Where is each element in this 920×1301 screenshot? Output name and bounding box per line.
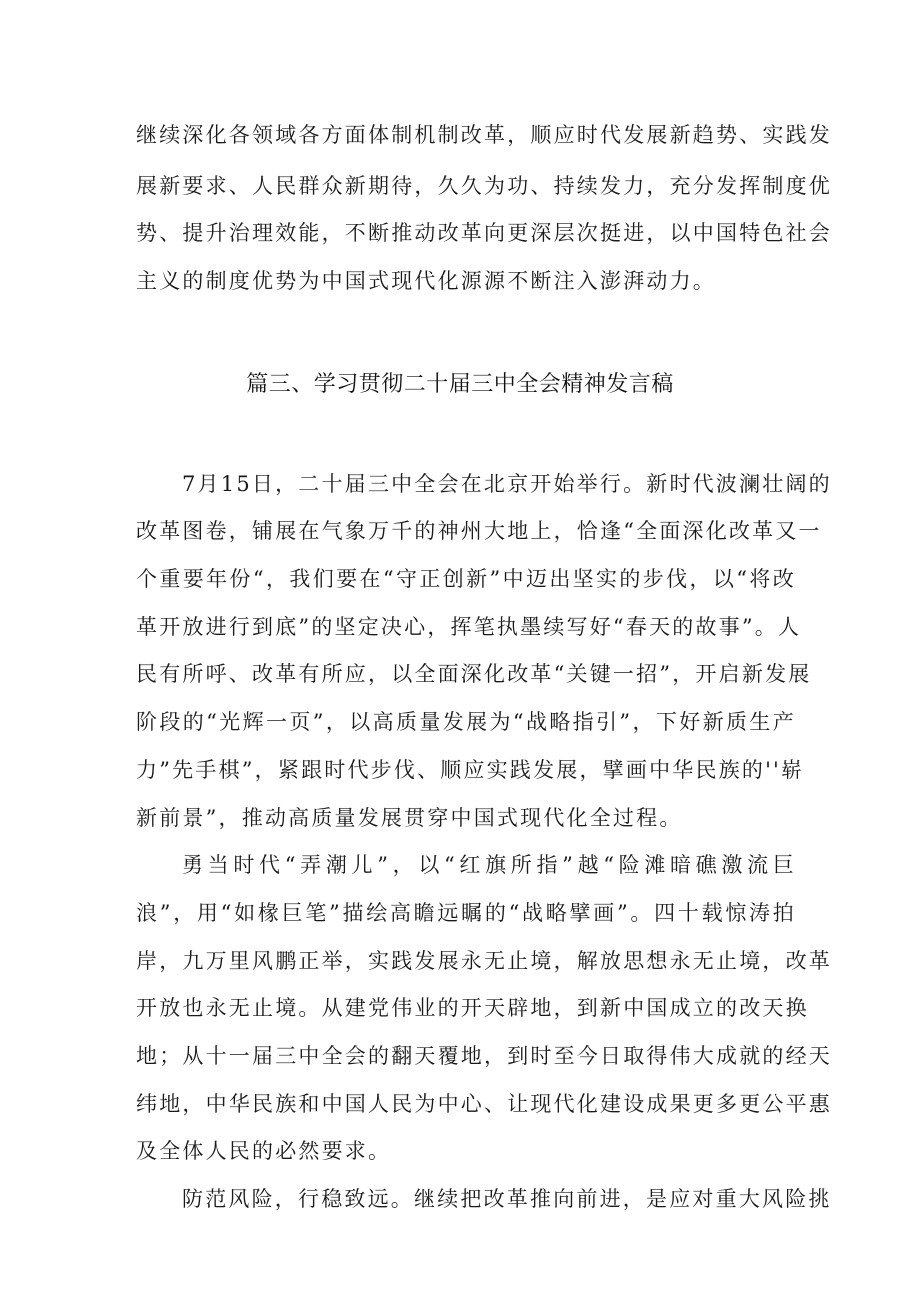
- paragraph-line: 民有所呼、改革有所应，以全面深化改革“关键一招”，开启新发展: [136, 662, 812, 686]
- paragraph-line: 7月15日，二十届三中全会在北京开始举行。新时代波澜壮阔的: [182, 472, 832, 496]
- paragraph-line: 改革图卷，铺展在气象万千的神州大地上，恰逢“全面深化改革又一: [136, 519, 822, 543]
- paragraph-line: 纬地，中华民族和中国人民为中心、让现代化建设成果更多更公平惠: [136, 1092, 832, 1116]
- paragraph-line: 防范风险，行稳致远。继续把改革推向前进，是应对重大风险挑: [182, 1187, 832, 1211]
- paragraph-line: 阶段的“光辉一页”，以高质量发展为“战略指引”，下好新质生产: [136, 710, 796, 734]
- paragraph-line: 地；从十一届三中全会的翻天覆地，到时至今日取得伟大成就的经天: [136, 1044, 832, 1068]
- paragraph-line: 岸，九万里风鹏正举，实践发展永无止境，解放思想永无止境，改革: [136, 949, 832, 973]
- paragraph-line: 勇当时代“弄潮儿”，以“红旗所指”越“险滩暗礁激流巨: [182, 853, 796, 877]
- paragraph-line: 新前景”，推动高质量发展贯穿中国式现代化全过程。: [136, 806, 683, 830]
- paragraph-line: 及全体人民的必然要求。: [136, 1139, 392, 1163]
- paragraph-line: 力”先手棋”，紧跟时代步伐、顺应实践发展，擘画中华民族的''崭: [136, 758, 805, 782]
- paragraph-line: 继续深化各领域各方面体制机制改革，顺应时代发展新趋势、实践发: [136, 123, 832, 147]
- paragraph-line: 浪”，用“如椽巨笔”描绘高瞻远瞩的“战略擘画”。四十载惊涛拍: [136, 901, 796, 925]
- paragraph-line: 势、提升治理效能，不断推动改革向更深层次挺进，以中国特色社会: [136, 221, 832, 245]
- paragraph-line: 个重要年份“，我们要在“守正创新”中迈出坚实的步伐，以“将改: [136, 567, 796, 591]
- paragraph-line: 开放也永无止境。从建党伟业的开天辟地，到新中国成立的改天换: [136, 996, 809, 1020]
- paragraph-line: 革开放进行到底”的坚定决心，挥笔执墨续写好“春天的故事”。人: [136, 615, 802, 639]
- paragraph-line: 展新要求、人民群众新期待，久久为功、持续发力，充分发挥制度优: [136, 174, 832, 198]
- section-heading: 篇三、学习贯彻二十届三中全会精神发言稿: [246, 372, 674, 397]
- paragraph-line: 主义的制度优势为中国式现代化源源不断注入澎湃动力。: [136, 269, 716, 293]
